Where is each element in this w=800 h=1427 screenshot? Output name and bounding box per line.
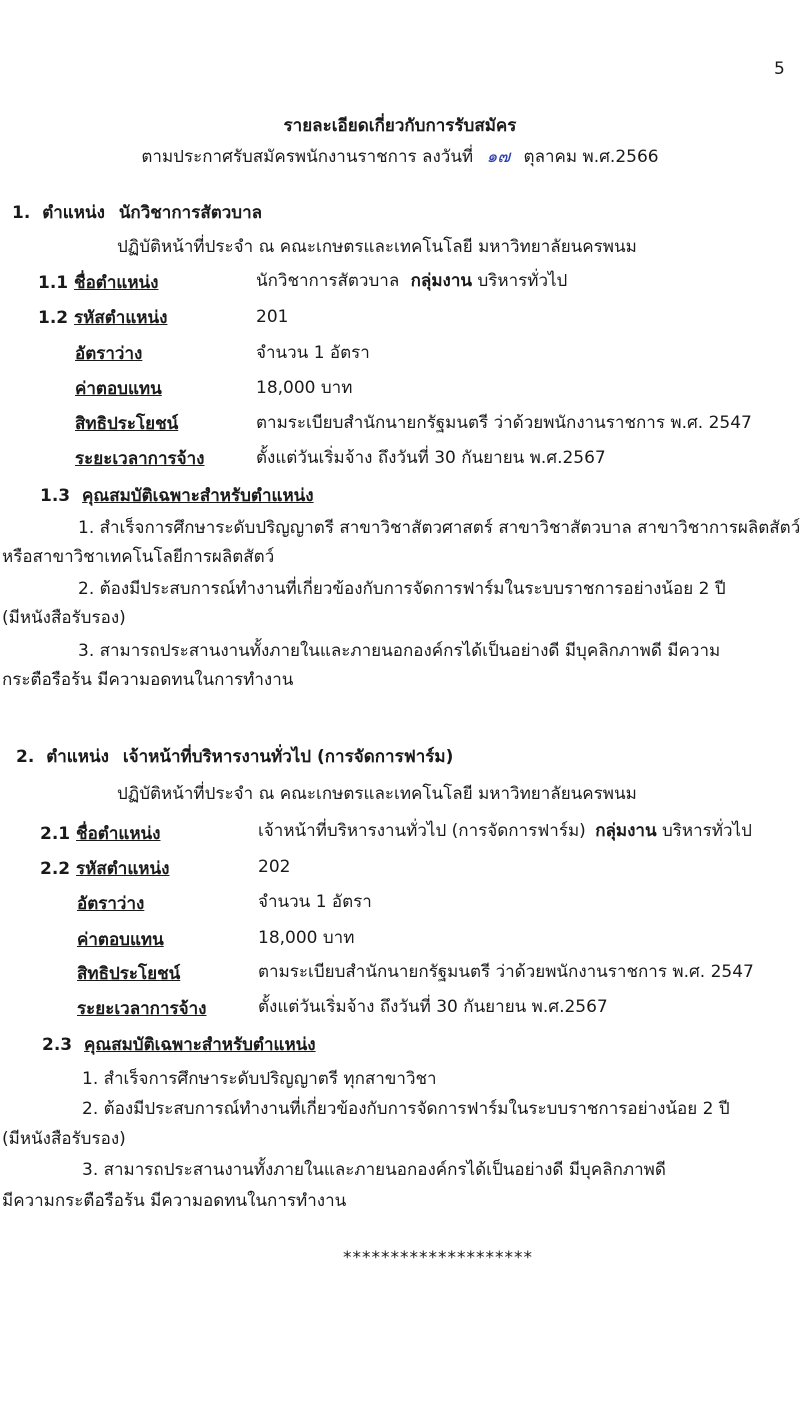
document-title: รายละเอียดเกี่ยวกับการรับสมัคร [283,116,517,136]
field-2-benefits-label: สิทธิประโยชน์ [77,964,181,984]
field-1-benefits-value: ตามระเบียบสำนักนายกรัฐมนตรี ว่าด้วยพนักงานราชการ พ.ศ. 2547 [256,413,752,433]
field-2-2-value: 202 [258,857,291,877]
subtitle-day-handwritten: ๑๗ [486,147,511,167]
field-1-period-label: ระยะเวลาการจ้าง [75,449,205,469]
qual-2-2-line2: (มีหนังสือรับรอง) [2,1129,126,1149]
field-2-benefits-value: ตามระเบียบสำนักนายกรัฐมนตรี ว่าด้วยพนักงานราชการ พ.ศ. 2547 [258,962,754,982]
section-1-qualifications-heading: 1.3 คุณสมบัติเฉพาะสำหรับตำแหน่ง [40,486,314,506]
end-of-document-mark: ******************** [343,1248,533,1268]
field-2-salary-value: 18,000 บาท [258,928,355,948]
section-2-workplace: ปฏิบัติหน้าที่ประจำ ณ คณะเกษตรและเทคโนโลยี มหาวิทยาลัยนครพนม [117,784,637,804]
section-2-qualifications-heading: 2.3 คุณสมบัติเฉพาะสำหรับตำแหน่ง [42,1035,316,1055]
field-1-salary-label: ค่าตอบแทน [75,379,162,399]
qual-1-1-line1: 1. สำเร็จการศึกษาระดับปริญญาตรี สาขาวิชาสัตวศาสตร์ สาขาวิชาสัตวบาล สาขาวิชาการผลิตสัตว์ [78,518,800,538]
page-number: 5 [774,59,785,79]
field-2-salary-label: ค่าตอบแทน [77,930,164,950]
field-2-1-value: เจ้าหน้าที่บริหารงานทั่วไป (การจัดการฟาร์ม) กลุ่มงาน บริหารทั่วไป [258,821,752,841]
field-2-period-value: ตั้งแต่วันเริ่มจ้าง ถึงวันที่ 30 กันยายน พ.ศ.2567 [258,997,608,1017]
subtitle-text: ตามประกาศรับสมัครพนักงานราชการ ลงวันที่ [141,147,474,167]
qual-1-1-line2: หรือสาขาวิชาเทคโนโลยีการผลิตสัตว์ [2,547,275,567]
field-1-1-value: นักวิชาการสัตวบาล กลุ่มงาน บริหารทั่วไป [256,271,568,291]
qual-2-3-line2: มีความกระตือรือร้น มีความอดทนในการทำงาน [2,1191,347,1211]
qual-1-3-line1: 3. สามารถประสานงานทั้งภายในและภายนอกองค์กรได้เป็นอย่างดี มีบุคลิกภาพดี มีความ [78,641,721,661]
section-2-heading: 2. ตำแหน่ง เจ้าหน้าที่บริหารงานทั่วไป (การจัดการฟาร์ม) [16,747,454,767]
field-1-2-label: 1.2 รหัสตำแหน่ง [38,308,168,328]
field-2-vacancy-value: จำนวน 1 อัตรา [258,892,372,912]
field-2-period-label: ระยะเวลาการจ้าง [77,999,207,1019]
field-1-period-value: ตั้งแต่วันเริ่มจ้าง ถึงวันที่ 30 กันยายน พ.ศ.2567 [256,448,606,468]
field-2-2-label: 2.2 รหัสตำแหน่ง [40,859,170,879]
field-1-vacancy-value: จำนวน 1 อัตรา [256,343,370,363]
qual-2-3-line1: 3. สามารถประสานงานทั้งภายในและภายนอกองค์กรได้เป็นอย่างดี มีบุคลิกภาพดี [82,1160,666,1180]
subtitle-month-year: ตุลาคม พ.ศ.2566 [523,147,659,167]
qual-1-3-line2: กระตือรือร้น มีความอดทนในการทำงาน [2,670,294,690]
field-1-salary-value: 18,000 บาท [256,378,353,398]
qual-1-2-line2: (มีหนังสือรับรอง) [2,608,126,628]
field-1-vacancy-label: อัตราว่าง [75,344,143,364]
section-1-heading: 1. ตำแหน่ง นักวิชาการสัตวบาล [12,203,263,223]
field-2-1-label: 2.1 ชื่อตำแหน่ง [40,824,161,844]
field-2-vacancy-label: อัตราว่าง [77,894,145,914]
qual-2-2-line1: 2. ต้องมีประสบการณ์ทำงานที่เกี่ยวข้องกับการจัดการฟาร์มในระบบราชการอย่างน้อย 2 ปี [82,1099,730,1119]
document-subtitle [0,146,800,168]
field-1-benefits-label: สิทธิประโยชน์ [75,414,179,434]
field-1-1-label: 1.1 ชื่อตำแหน่ง [38,273,159,293]
qual-2-1-line1: 1. สำเร็จการศึกษาระดับปริญญาตรี ทุกสาขาวิชา [82,1069,437,1089]
field-1-2-value: 201 [256,307,289,327]
section-1-workplace: ปฏิบัติหน้าที่ประจำ ณ คณะเกษตรและเทคโนโลยี มหาวิทยาลัยนครพนม [117,237,637,257]
qual-1-2-line1: 2. ต้องมีประสบการณ์ทำงานที่เกี่ยวข้องกับการจัดการฟาร์มในระบบราชการอย่างน้อย 2 ปี [78,579,726,599]
